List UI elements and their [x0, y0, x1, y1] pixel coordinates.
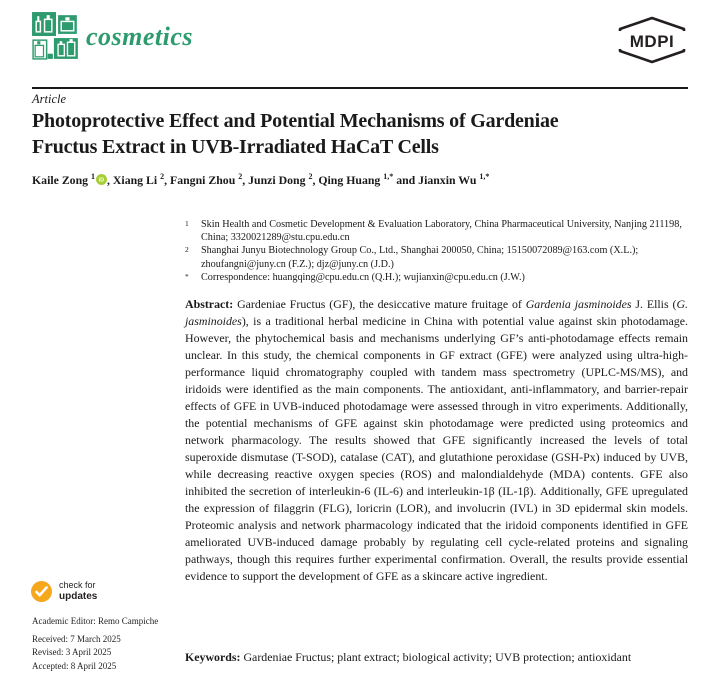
date-accepted: Accepted: 8 April 2025: [32, 661, 117, 671]
abstract-paragraph: Abstract: Gardeniae Fructus (GF), the desiccative mature fruitage of Gardenia jasminoides J. Ellis (G. jasminoides), is a traditional herbal medicine in China with potential value against skin photodamage. However, the phytochemical basis and mechanisms underlying GF’s anti-photodamage effects remain unclear. In this study, the chemical components in GF extract (GFE) were analyzed using ultra-high-performance liquid chromatography coupled with tandem mass spectrometry (UPLC-MS/MS), and iridoids were identified as the main components. The antioxidant, anti-inflammatory, and barrier-repair effects of GFE in UVB-induced photodamage were assessed through in vitro experiments. Additionally, the potential mechanisms of GFE against skin photodamage were predicted using proteomics and network pharmacology. The results showed that GFE significantly increased the levels of total superoxide dismutase (T-SOD), catalase (CAT), and glutathione peroxidase (GSH-Px) induced by UVB, while decreasing reactive oxygen species (ROS) and malondialdehyde (MDA) contents. GFE also inhibited the secretion of interleukin-6 (IL-6) and interleukin-1β (IL-1β). Additionally, GFE upregulated the expression of filaggrin (FLG), loricrin (LOR), and involucrin (IVL) in 3D epidermal skin models. Proteomic analysis and network pharmacology indicated that the iridoid components identified in GFE ameliorated UVB-induced damage probably by regulating cell cycle-related proteins and signaling pathways, though this requires further experimental confirmation. Overall, the results provide essential evidence to support the development of GFE as a skincare active ingredient.: [185, 297, 688, 583]
svg-text:iD: iD: [98, 177, 105, 184]
academic-editor: Academic Editor: Remo Campiche: [32, 616, 159, 626]
affiliation-text: Shanghai Junyu Biotechnology Group Co., Ltd., Shanghai 200050, China; 15150072089@163.com (X.L.); zhoufangni@juny.cn (F.Z.); djz@juny.cn (J.D.): [201, 245, 639, 270]
date-received: Received: 7 March 2025: [32, 634, 121, 644]
date-revised: Revised: 3 April 2025: [32, 647, 112, 657]
article-title-line2: Fructus Extract in UVB-Irradiated HaCaT Cells: [32, 136, 439, 158]
author-affiliation-sup: 1,*: [479, 172, 490, 181]
affiliation-text: Skin Health and Cosmetic Development & Evaluation Laboratory, China Pharmaceutical University, Nanjing 211198, China; 3320021289@stu.cpu.edu.cn: [201, 219, 682, 244]
author-name: Fangni Zhou: [170, 172, 239, 187]
affiliation-text: Correspondence: huangqing@cpu.edu.cn (Q.H.); wujianxin@cpu.edu.cn (J.W.): [201, 271, 525, 283]
affiliations-block: [185, 218, 688, 284]
author-affiliation-sup: 2: [238, 172, 243, 181]
mdpi-logo: [616, 16, 688, 69]
author-affiliation-sup: 1,*: [383, 172, 394, 181]
author-line: Kaile Zong $^1$ iD , Xiang Li $^2$, Fangni Zhou $^2$, Junzi Dong $^2$, Qing Huang $^{1,*}$ and Jianxin Wu $^{1,*}$: [32, 172, 490, 187]
keywords-text: Gardeniae Fructus; plant extract; biological activity; UVB protection; antioxidant: [243, 650, 632, 664]
author-name: Junzi Dong: [248, 172, 309, 187]
journal-name: cosmetics: [86, 22, 194, 51]
author-name: Xiang Li: [112, 172, 161, 187]
crossmark-line2: updates: [59, 590, 98, 602]
cosmetics-logo: [31, 11, 81, 66]
header-divider: [32, 87, 688, 89]
affiliation-marker: *: [185, 271, 189, 281]
article-title-line1: Photoprotective Effect and Potential Mechanisms of Gardeniae: [32, 110, 559, 132]
affiliation-row: [185, 244, 688, 270]
author-affiliation-sup: 1: [91, 172, 95, 181]
keywords-label: Keywords:: [185, 650, 244, 664]
mdpi-wordmark: MDPI: [629, 32, 675, 51]
affiliation-row: [185, 218, 688, 244]
affiliation-marker: 2: [185, 245, 189, 255]
check-for-updates-badge[interactable]: [31, 581, 97, 602]
crossmark-check-icon: [31, 581, 52, 602]
article-type-label: Article: [32, 92, 67, 106]
author-name: Qing Huang: [318, 172, 384, 187]
author-name: Jianxin Wu: [418, 172, 480, 187]
article-title: [32, 108, 684, 160]
author-affiliation-sup: 2: [308, 172, 313, 181]
affiliation-marker: 1: [185, 219, 189, 228]
orcid-icon[interactable]: [96, 174, 107, 189]
author-name: Kaile Zong: [32, 172, 91, 187]
keywords-paragraph: [185, 649, 688, 666]
author-affiliation-sup: 2: [160, 172, 165, 181]
crossmark-line1: check for: [59, 580, 96, 591]
affiliation-row: [185, 271, 688, 284]
